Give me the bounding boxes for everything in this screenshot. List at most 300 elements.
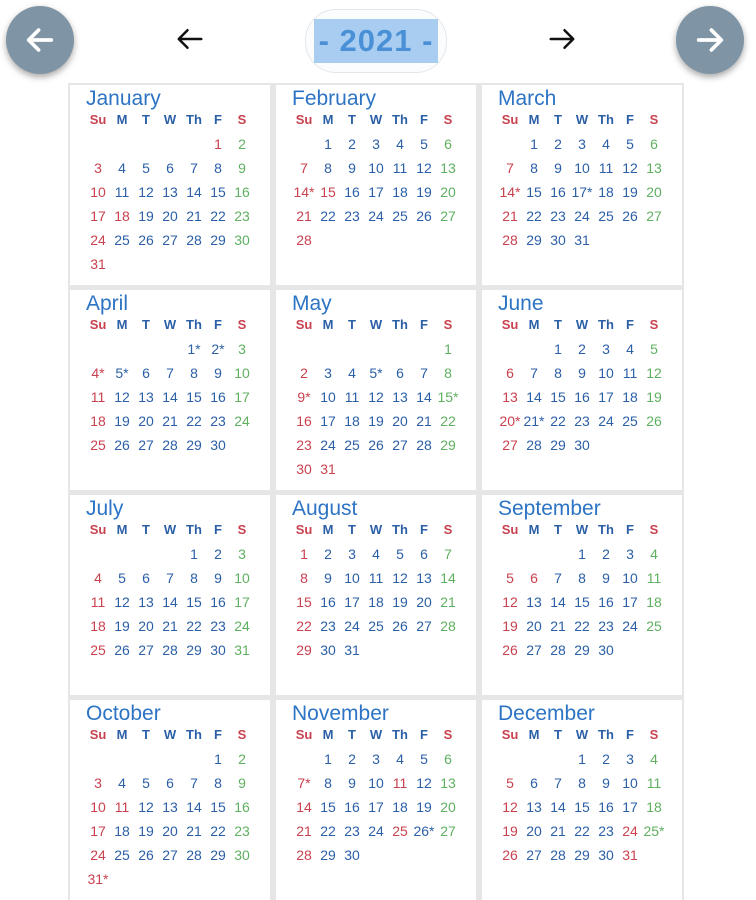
- day-cell[interactable]: 7: [506, 160, 514, 176]
- day-cell[interactable]: 3: [626, 546, 634, 562]
- day-cell[interactable]: 1: [190, 546, 198, 562]
- day-cell[interactable]: 3: [94, 775, 102, 791]
- day-cell[interactable]: 9: [348, 160, 356, 176]
- day-cell[interactable]: 5: [142, 160, 150, 176]
- day-cell[interactable]: 13: [416, 570, 432, 586]
- day-cell[interactable]: 22: [440, 413, 456, 429]
- day-cell[interactable]: 5: [506, 570, 514, 586]
- day-cell[interactable]: 10: [234, 570, 250, 586]
- day-cell[interactable]: 23: [210, 413, 226, 429]
- day-cell[interactable]: 16: [210, 389, 226, 405]
- day-cell[interactable]: 6: [166, 775, 174, 791]
- day-cell[interactable]: 15*: [437, 389, 459, 405]
- day-cell[interactable]: 15: [574, 799, 590, 815]
- day-cell[interactable]: 20: [526, 823, 542, 839]
- day-cell[interactable]: 23: [344, 823, 360, 839]
- day-cell[interactable]: 19: [622, 184, 638, 200]
- day-cell[interactable]: 31: [344, 642, 360, 658]
- prev-year-button[interactable]: [6, 6, 74, 74]
- day-cell[interactable]: 13: [502, 389, 518, 405]
- day-cell[interactable]: 31: [574, 232, 590, 248]
- day-cell[interactable]: 23: [598, 618, 614, 634]
- day-cell[interactable]: 30: [598, 642, 614, 658]
- day-cell[interactable]: 10: [574, 160, 590, 176]
- day-cell[interactable]: 14: [550, 594, 566, 610]
- day-cell[interactable]: 29: [296, 642, 312, 658]
- day-cell[interactable]: 9: [578, 365, 586, 381]
- day-cell[interactable]: 29: [440, 437, 456, 453]
- day-cell[interactable]: 4: [118, 160, 126, 176]
- day-cell[interactable]: 20: [162, 823, 178, 839]
- day-cell[interactable]: 27: [646, 208, 662, 224]
- day-cell[interactable]: 13: [162, 799, 178, 815]
- day-cell[interactable]: 24: [344, 618, 360, 634]
- day-cell[interactable]: 23: [234, 208, 250, 224]
- day-cell[interactable]: 19: [368, 413, 384, 429]
- day-cell[interactable]: 1: [554, 341, 562, 357]
- day-cell[interactable]: 17*: [571, 184, 593, 200]
- day-cell[interactable]: 8: [190, 365, 198, 381]
- day-cell[interactable]: 17: [368, 799, 384, 815]
- day-cell[interactable]: 29: [574, 847, 590, 863]
- day-cell[interactable]: 24: [368, 823, 384, 839]
- day-cell[interactable]: 8: [300, 570, 308, 586]
- day-cell[interactable]: 17: [320, 413, 336, 429]
- day-cell[interactable]: 4: [396, 136, 404, 152]
- day-cell[interactable]: 25: [344, 437, 360, 453]
- day-cell[interactable]: 10: [234, 365, 250, 381]
- day-cell[interactable]: 4: [372, 546, 380, 562]
- day-cell[interactable]: 29: [550, 437, 566, 453]
- day-cell[interactable]: 19: [416, 799, 432, 815]
- day-cell[interactable]: 23: [344, 208, 360, 224]
- day-cell[interactable]: 9: [324, 570, 332, 586]
- day-cell[interactable]: 14: [186, 184, 202, 200]
- day-cell[interactable]: 20: [162, 208, 178, 224]
- day-cell[interactable]: 11: [114, 184, 130, 200]
- next-year-button[interactable]: [676, 6, 744, 74]
- day-cell[interactable]: 21*: [523, 413, 545, 429]
- day-cell[interactable]: 13: [526, 594, 542, 610]
- day-cell[interactable]: 4: [626, 341, 634, 357]
- day-cell[interactable]: 3: [372, 751, 380, 767]
- day-cell[interactable]: 18: [114, 208, 130, 224]
- day-cell[interactable]: 1: [578, 751, 586, 767]
- day-cell[interactable]: 30: [598, 847, 614, 863]
- day-cell[interactable]: 12: [138, 184, 154, 200]
- day-cell[interactable]: 26: [502, 847, 518, 863]
- day-cell[interactable]: 17: [90, 208, 106, 224]
- day-cell[interactable]: 21: [186, 208, 202, 224]
- day-cell[interactable]: 25: [114, 847, 130, 863]
- day-cell[interactable]: 24: [622, 618, 638, 634]
- day-cell[interactable]: 20: [646, 184, 662, 200]
- day-cell[interactable]: 19: [138, 208, 154, 224]
- day-cell[interactable]: 23: [320, 618, 336, 634]
- day-cell[interactable]: 4*: [91, 365, 105, 381]
- day-cell[interactable]: 16: [550, 184, 566, 200]
- day-cell[interactable]: 15: [574, 594, 590, 610]
- day-cell[interactable]: 2: [602, 546, 610, 562]
- day-cell[interactable]: 28: [550, 847, 566, 863]
- day-cell[interactable]: 24: [90, 232, 106, 248]
- day-cell[interactable]: 2: [300, 365, 308, 381]
- day-cell[interactable]: 9: [554, 160, 562, 176]
- day-cell[interactable]: 26: [392, 618, 408, 634]
- day-cell[interactable]: 14: [162, 594, 178, 610]
- day-cell[interactable]: 10: [622, 570, 638, 586]
- day-cell[interactable]: 17: [368, 184, 384, 200]
- day-cell[interactable]: 25: [646, 618, 662, 634]
- day-cell[interactable]: 6: [420, 546, 428, 562]
- day-cell[interactable]: 14: [296, 799, 312, 815]
- day-cell[interactable]: 8: [554, 365, 562, 381]
- day-cell[interactable]: 11: [368, 570, 384, 586]
- day-cell[interactable]: 20*: [499, 413, 521, 429]
- day-cell[interactable]: 21: [502, 208, 518, 224]
- day-cell[interactable]: 2: [602, 751, 610, 767]
- day-cell[interactable]: 18: [598, 184, 614, 200]
- day-cell[interactable]: 21: [162, 413, 178, 429]
- day-cell[interactable]: 28: [440, 618, 456, 634]
- day-cell[interactable]: 17: [234, 594, 250, 610]
- day-cell[interactable]: 30: [320, 642, 336, 658]
- day-cell[interactable]: 28: [296, 232, 312, 248]
- day-cell[interactable]: 24: [598, 413, 614, 429]
- day-cell[interactable]: 1*: [187, 341, 201, 357]
- day-cell[interactable]: 2: [554, 136, 562, 152]
- day-cell[interactable]: 7: [166, 570, 174, 586]
- day-cell[interactable]: 22: [320, 823, 336, 839]
- day-cell[interactable]: 31*: [87, 871, 109, 887]
- day-cell[interactable]: 7: [166, 365, 174, 381]
- day-cell[interactable]: 2: [578, 341, 586, 357]
- day-cell[interactable]: 25: [598, 208, 614, 224]
- day-cell[interactable]: 10: [320, 389, 336, 405]
- day-cell[interactable]: 23: [598, 823, 614, 839]
- day-cell[interactable]: 1: [324, 136, 332, 152]
- day-cell[interactable]: 26: [138, 847, 154, 863]
- day-cell[interactable]: 19: [114, 413, 130, 429]
- day-cell[interactable]: 6: [166, 160, 174, 176]
- day-cell[interactable]: 12: [416, 160, 432, 176]
- day-cell[interactable]: 23: [234, 823, 250, 839]
- day-cell[interactable]: 24: [320, 437, 336, 453]
- day-cell[interactable]: 29: [186, 437, 202, 453]
- day-cell[interactable]: 2*: [211, 341, 225, 357]
- day-cell[interactable]: 15: [320, 184, 336, 200]
- day-cell[interactable]: 19: [138, 823, 154, 839]
- day-cell[interactable]: 17: [622, 799, 638, 815]
- day-cell[interactable]: 22: [210, 823, 226, 839]
- day-cell[interactable]: 6: [650, 136, 658, 152]
- day-cell[interactable]: 9: [214, 570, 222, 586]
- day-cell[interactable]: 5: [420, 751, 428, 767]
- day-cell[interactable]: 19: [392, 594, 408, 610]
- day-cell[interactable]: 26*: [413, 823, 435, 839]
- day-cell[interactable]: 7: [300, 160, 308, 176]
- day-cell[interactable]: 22: [186, 413, 202, 429]
- day-cell[interactable]: 27: [502, 437, 518, 453]
- day-cell[interactable]: 4: [650, 751, 658, 767]
- day-cell[interactable]: 8: [444, 365, 452, 381]
- day-cell[interactable]: 10: [598, 365, 614, 381]
- day-cell[interactable]: 21: [296, 823, 312, 839]
- day-cell[interactable]: 21: [440, 594, 456, 610]
- day-cell[interactable]: 8: [190, 570, 198, 586]
- day-cell[interactable]: 3: [626, 751, 634, 767]
- day-cell[interactable]: 28: [416, 437, 432, 453]
- day-cell[interactable]: 2: [214, 546, 222, 562]
- day-cell[interactable]: 3: [94, 160, 102, 176]
- day-cell[interactable]: 24: [234, 413, 250, 429]
- day-cell[interactable]: 6: [530, 775, 538, 791]
- day-cell[interactable]: 28: [526, 437, 542, 453]
- day-cell[interactable]: 21: [550, 618, 566, 634]
- day-cell[interactable]: 16: [234, 799, 250, 815]
- day-cell[interactable]: 1: [578, 546, 586, 562]
- day-cell[interactable]: 16: [598, 799, 614, 815]
- day-cell[interactable]: 22: [210, 208, 226, 224]
- day-cell[interactable]: 9: [348, 775, 356, 791]
- day-cell[interactable]: 6: [530, 570, 538, 586]
- day-cell[interactable]: 26: [114, 437, 130, 453]
- day-cell[interactable]: 20: [440, 184, 456, 200]
- day-cell[interactable]: 8: [324, 775, 332, 791]
- day-cell[interactable]: 28: [186, 847, 202, 863]
- day-cell[interactable]: 16: [296, 413, 312, 429]
- day-cell[interactable]: 9: [602, 570, 610, 586]
- day-cell[interactable]: 16: [344, 799, 360, 815]
- day-cell[interactable]: 16: [598, 594, 614, 610]
- day-cell[interactable]: 25: [90, 437, 106, 453]
- day-cell[interactable]: 26: [138, 232, 154, 248]
- day-cell[interactable]: 31: [320, 461, 336, 477]
- day-cell[interactable]: 2: [348, 136, 356, 152]
- day-cell[interactable]: 3: [372, 136, 380, 152]
- day-cell[interactable]: 8: [578, 570, 586, 586]
- day-cell[interactable]: 13: [138, 594, 154, 610]
- day-cell[interactable]: 27: [416, 618, 432, 634]
- day-cell[interactable]: 5: [650, 341, 658, 357]
- day-cell[interactable]: 30: [234, 847, 250, 863]
- day-cell[interactable]: 25: [114, 232, 130, 248]
- day-cell[interactable]: 29: [320, 847, 336, 863]
- prev-arrow[interactable]: [173, 22, 207, 56]
- day-cell[interactable]: 11: [622, 365, 638, 381]
- day-cell[interactable]: 10: [90, 184, 106, 200]
- day-cell[interactable]: 3: [348, 546, 356, 562]
- day-cell[interactable]: 30: [550, 232, 566, 248]
- day-cell[interactable]: 26: [646, 413, 662, 429]
- day-cell[interactable]: 12: [368, 389, 384, 405]
- day-cell[interactable]: 6: [142, 570, 150, 586]
- day-cell[interactable]: 28: [162, 642, 178, 658]
- day-cell[interactable]: 28: [550, 642, 566, 658]
- day-cell[interactable]: 3: [238, 546, 246, 562]
- day-cell[interactable]: 14*: [499, 184, 521, 200]
- day-cell[interactable]: 18: [344, 413, 360, 429]
- day-cell[interactable]: 22: [186, 618, 202, 634]
- day-cell[interactable]: 8: [324, 160, 332, 176]
- day-cell[interactable]: 24: [90, 847, 106, 863]
- day-cell[interactable]: 6: [444, 751, 452, 767]
- day-cell[interactable]: 5*: [115, 365, 129, 381]
- day-cell[interactable]: 12: [416, 775, 432, 791]
- day-cell[interactable]: 1: [300, 546, 308, 562]
- day-cell[interactable]: 29: [186, 642, 202, 658]
- day-cell[interactable]: 27: [392, 437, 408, 453]
- day-cell[interactable]: 26: [114, 642, 130, 658]
- day-cell[interactable]: 31: [90, 256, 106, 272]
- day-cell[interactable]: 22: [320, 208, 336, 224]
- day-cell[interactable]: 1: [214, 136, 222, 152]
- day-cell[interactable]: 25: [90, 642, 106, 658]
- day-cell[interactable]: 25: [622, 413, 638, 429]
- day-cell[interactable]: 27: [440, 823, 456, 839]
- day-cell[interactable]: 31: [234, 642, 250, 658]
- day-cell[interactable]: 11: [90, 389, 106, 405]
- day-cell[interactable]: 18: [368, 594, 384, 610]
- day-cell[interactable]: 20: [416, 594, 432, 610]
- day-cell[interactable]: 16: [320, 594, 336, 610]
- day-cell[interactable]: 30: [296, 461, 312, 477]
- day-cell[interactable]: 13: [440, 775, 456, 791]
- day-cell[interactable]: 23: [210, 618, 226, 634]
- day-cell[interactable]: 11: [114, 799, 130, 815]
- day-cell[interactable]: 30: [344, 847, 360, 863]
- day-cell[interactable]: 15: [296, 594, 312, 610]
- day-cell[interactable]: 15: [210, 799, 226, 815]
- day-cell[interactable]: 20: [392, 413, 408, 429]
- day-cell[interactable]: 18: [646, 799, 662, 815]
- day-cell[interactable]: 21: [162, 618, 178, 634]
- day-cell[interactable]: 9*: [297, 389, 311, 405]
- day-cell[interactable]: 17: [622, 594, 638, 610]
- day-cell[interactable]: 14*: [293, 184, 315, 200]
- day-cell[interactable]: 6: [142, 365, 150, 381]
- day-cell[interactable]: 10: [368, 775, 384, 791]
- day-cell[interactable]: 9: [214, 365, 222, 381]
- day-cell[interactable]: 3: [578, 136, 586, 152]
- day-cell[interactable]: 14: [416, 389, 432, 405]
- day-cell[interactable]: 29: [574, 642, 590, 658]
- day-cell[interactable]: 28: [502, 232, 518, 248]
- day-cell[interactable]: 14: [550, 799, 566, 815]
- day-cell[interactable]: 2: [238, 136, 246, 152]
- day-cell[interactable]: 27: [526, 642, 542, 658]
- day-cell[interactable]: 18: [622, 389, 638, 405]
- day-cell[interactable]: 6: [396, 365, 404, 381]
- day-cell[interactable]: 5: [626, 136, 634, 152]
- day-cell[interactable]: 21: [296, 208, 312, 224]
- day-cell[interactable]: 7: [444, 546, 452, 562]
- day-cell[interactable]: 29: [210, 847, 226, 863]
- day-cell[interactable]: 25: [392, 208, 408, 224]
- day-cell[interactable]: 4: [602, 136, 610, 152]
- day-cell[interactable]: 8: [214, 160, 222, 176]
- day-cell[interactable]: 5: [506, 775, 514, 791]
- day-cell[interactable]: 13: [392, 389, 408, 405]
- day-cell[interactable]: 30: [574, 437, 590, 453]
- day-cell[interactable]: 11: [344, 389, 360, 405]
- day-cell[interactable]: 14: [526, 389, 542, 405]
- day-cell[interactable]: 20: [138, 413, 154, 429]
- day-cell[interactable]: 12: [502, 799, 518, 815]
- day-cell[interactable]: 2: [324, 546, 332, 562]
- day-cell[interactable]: 8: [214, 775, 222, 791]
- day-cell[interactable]: 25*: [643, 823, 665, 839]
- day-cell[interactable]: 3: [602, 341, 610, 357]
- day-cell[interactable]: 26: [368, 437, 384, 453]
- day-cell[interactable]: 15: [320, 799, 336, 815]
- day-cell[interactable]: 30: [210, 437, 226, 453]
- day-cell[interactable]: 15: [186, 594, 202, 610]
- day-cell[interactable]: 11: [646, 775, 662, 791]
- day-cell[interactable]: 31: [622, 847, 638, 863]
- day-cell[interactable]: 2: [238, 751, 246, 767]
- day-cell[interactable]: 30: [210, 642, 226, 658]
- day-cell[interactable]: 23: [550, 208, 566, 224]
- day-cell[interactable]: 16: [234, 184, 250, 200]
- day-cell[interactable]: 30: [234, 232, 250, 248]
- day-cell[interactable]: 20: [526, 618, 542, 634]
- day-cell[interactable]: 12: [502, 594, 518, 610]
- day-cell[interactable]: 14: [440, 570, 456, 586]
- day-cell[interactable]: 7: [190, 160, 198, 176]
- day-cell[interactable]: 23: [296, 437, 312, 453]
- day-cell[interactable]: 13: [138, 389, 154, 405]
- day-cell[interactable]: 24: [574, 208, 590, 224]
- day-cell[interactable]: 12: [114, 389, 130, 405]
- day-cell[interactable]: 11: [646, 570, 662, 586]
- day-cell[interactable]: 22: [574, 618, 590, 634]
- day-cell[interactable]: 29: [210, 232, 226, 248]
- day-cell[interactable]: 27: [138, 437, 154, 453]
- day-cell[interactable]: 5: [420, 136, 428, 152]
- day-cell[interactable]: 8: [530, 160, 538, 176]
- day-cell[interactable]: 2: [348, 751, 356, 767]
- day-cell[interactable]: 5*: [369, 365, 383, 381]
- year-selector[interactable]: [305, 9, 447, 73]
- day-cell[interactable]: 22: [526, 208, 542, 224]
- day-cell[interactable]: 14: [186, 799, 202, 815]
- day-cell[interactable]: 7: [190, 775, 198, 791]
- day-cell[interactable]: 24: [622, 823, 638, 839]
- day-cell[interactable]: 26: [622, 208, 638, 224]
- day-cell[interactable]: 14: [162, 389, 178, 405]
- day-cell[interactable]: 1: [444, 341, 452, 357]
- day-cell[interactable]: 22: [296, 618, 312, 634]
- day-cell[interactable]: 9: [238, 775, 246, 791]
- day-cell[interactable]: 13: [526, 799, 542, 815]
- day-cell[interactable]: 27: [162, 847, 178, 863]
- day-cell[interactable]: 18: [90, 413, 106, 429]
- day-cell[interactable]: 7: [530, 365, 538, 381]
- day-cell[interactable]: 18: [90, 618, 106, 634]
- day-cell[interactable]: 22: [574, 823, 590, 839]
- day-cell[interactable]: 28: [296, 847, 312, 863]
- day-cell[interactable]: 4: [650, 546, 658, 562]
- day-cell[interactable]: 13: [646, 160, 662, 176]
- day-cell[interactable]: 22: [550, 413, 566, 429]
- day-cell[interactable]: 5: [142, 775, 150, 791]
- day-cell[interactable]: 3: [324, 365, 332, 381]
- day-cell[interactable]: 20: [440, 799, 456, 815]
- day-cell[interactable]: 17: [598, 389, 614, 405]
- day-cell[interactable]: 19: [502, 618, 518, 634]
- day-cell[interactable]: 24: [368, 208, 384, 224]
